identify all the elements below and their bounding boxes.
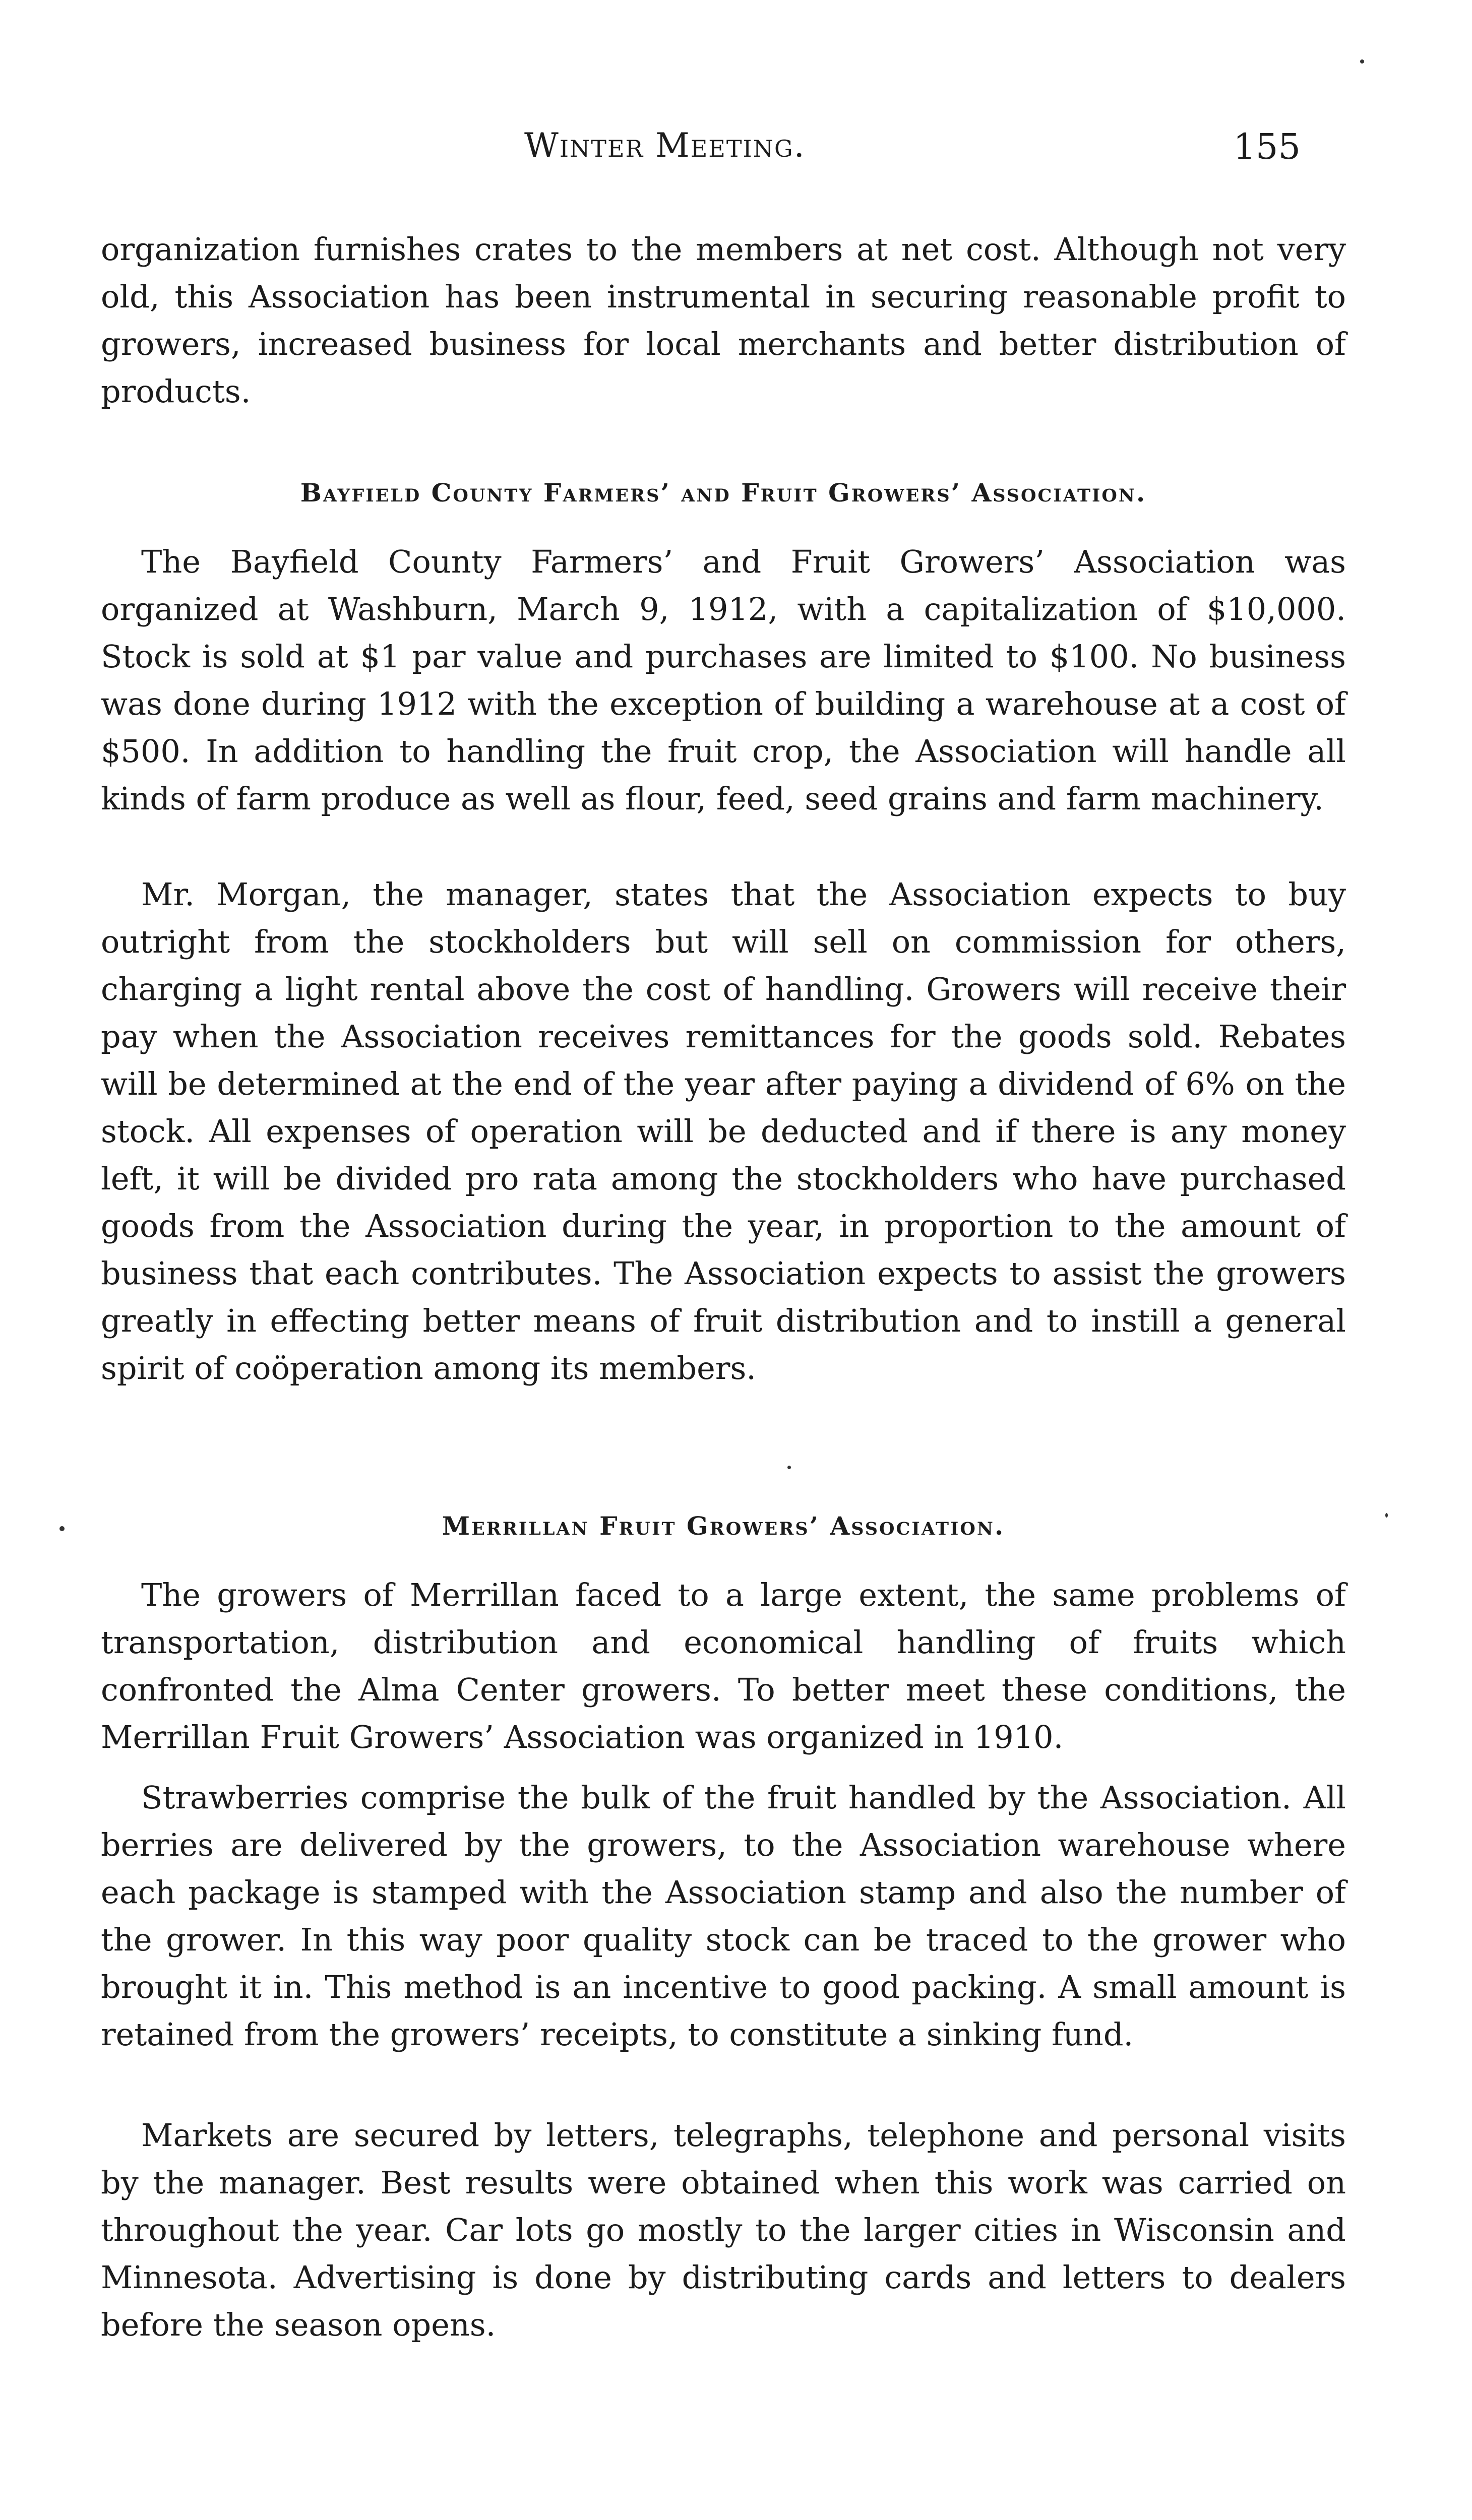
scan-speck bbox=[787, 1466, 791, 1469]
merrillan-heading: Merrillan Fruit Growers’ Association. bbox=[442, 1511, 1005, 1541]
merrillan-paragraph-3: Markets are secured by letters, telegraphs, telephone and personal visits by the manager. Best results were obtained when this work was carried on throughout the year. Car lots go mostly to the larger cities in Wisconsin and Minnesota. Advertising is done by distributing cards and letters to dealers before the season opens. bbox=[101, 2117, 1346, 2343]
scan-speck bbox=[59, 1526, 65, 1531]
bayfield-heading: Bayfield County Farmers’ and Fruit Growers’ Association. bbox=[300, 478, 1147, 508]
bayfield-paragraph-1: The Bayfield County Farmers’ and Fruit Growers’ Association was organized at Washburn, March 9, 1912, with a capitalization of $10,000. Stock is sold at $1 par value and purchases are limited to $100. No business was done during 1912 with the exception of building a warehouse at a cost of $500. In addition to handling the fruit crop, the Association will handle all kinds of farm produce as well as flour, feed, seed grains and farm machinery. bbox=[101, 543, 1346, 817]
merrillan-paragraph-2: Strawberries comprise the bulk of the fruit handled by the Association. All berries are delivered by the growers, to the Association warehouse where each package is stamped with the Association stamp and also the number of the grower. In this way poor quality stock can be traced to the grower who brought it in. This method is an incentive to good packing. A small amount is retained from the growers’ receipts, to constitute a sinking fund. bbox=[101, 1779, 1346, 2053]
page-header bbox=[524, 126, 1301, 186]
running-head: Winter Meeting. bbox=[524, 126, 806, 165]
merrillan-paragraph-1: The growers of Merrillan faced to a large extent, the same problems of transportation, distribution and economical handling of fruits which confronted the Alma Center growers. To better meet these conditions, the Merrillan Fruit Growers’ Association was organized in 1910. bbox=[101, 1577, 1346, 1755]
scan-speck bbox=[1385, 1513, 1388, 1518]
bayfield-paragraph-2: Mr. Morgan, the manager, states that the Association expects to buy outright from the stockholders but will sell on commission for others, charging a light rental above the cost of handling. Growers will receive their pay when the Association receives remittances for the goods sold. Rebates will be determined at the end of the year after paying a dividend of 6% on the stock. All expenses of operation will be deducted and if there is any money left, it will be divided pro rata among the stockholders who have purchased goods from the Association during the year, in proportion to the amount of business that each contributes. The Association expects to assist the growers greatly in effecting better means of fruit distribution and to instill a general spirit of coöperation among its members. bbox=[101, 876, 1346, 1387]
continued-paragraph: organization furnishes crates to the members at net cost. Although not very old, this Association has been instrumental in securing reasonable profit to growers, increased business for local merchants and better distribution of products. bbox=[101, 231, 1346, 410]
page-number: 155 bbox=[1233, 126, 1301, 167]
scan-speck bbox=[1360, 59, 1364, 64]
